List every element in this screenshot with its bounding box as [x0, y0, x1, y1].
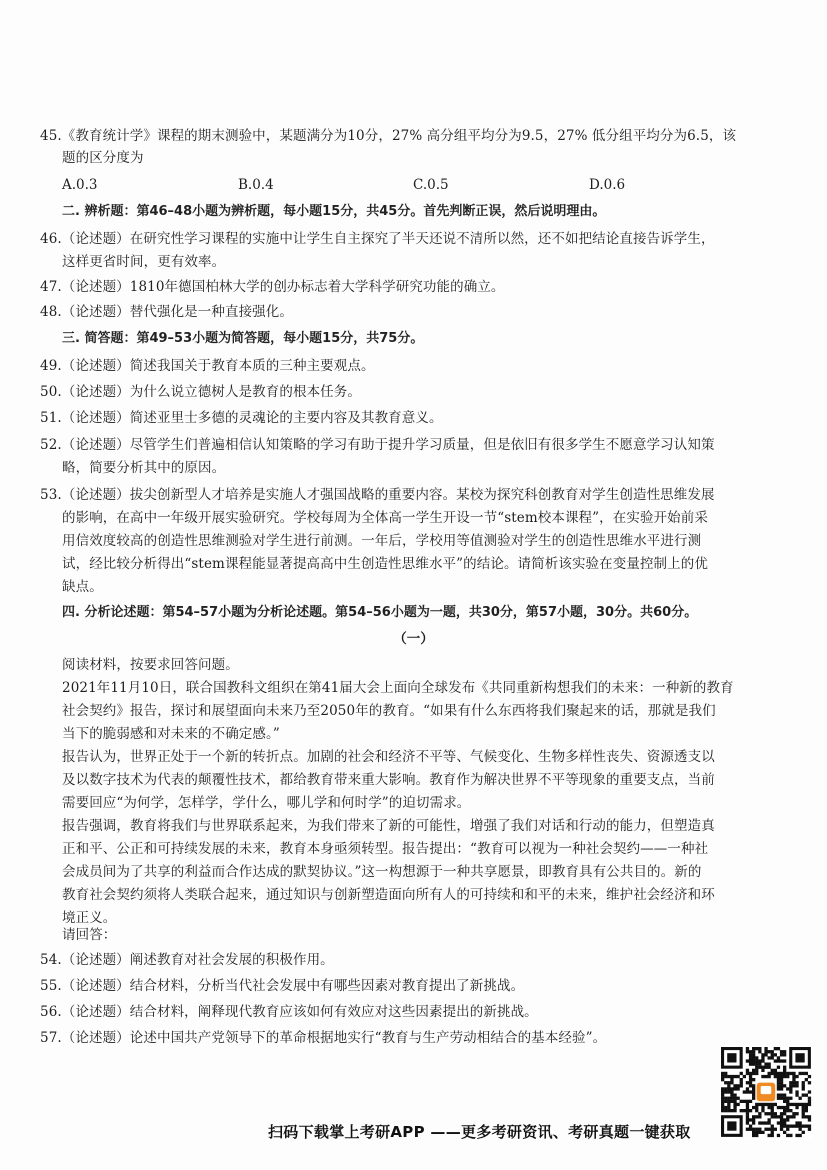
material-ask: 请回答： — [62, 927, 117, 943]
section-4-heading: 四. 分析论述题：第54–57小题为分析论述题。第54–56小题为一题，共30分，第57小题，30分。共60分。 — [62, 605, 698, 620]
q53-line1: 53.（论述题）拔尖创新型人才培养是实施人才强国战略的重要内容。某校为探究科创教育对学生创造性思维发展 — [40, 487, 715, 503]
section-2-heading: 二. 辨析题：第46–48小题为辨析题，每小题15分，共45分。首先判断正误，然后说明理由。 — [62, 204, 606, 219]
q45-option-a: A.0.3 — [62, 177, 98, 193]
q45-option-b: B.0.4 — [238, 177, 274, 193]
material-p2-line2: 及以数字技术为代表的颠覆性技术，都给教育带来重大影响。教育作为解决世界不平等现象的重要支点，当前 — [62, 772, 715, 788]
qr-code-image — [720, 1046, 812, 1140]
q53-line5: 缺点。 — [62, 579, 103, 595]
q53-line2: 的影响，在高中一年级开展实验研究。学校每周为全体高一学生开设一节“stem校本课程”，在实验开始前采 — [62, 510, 708, 526]
section-3-heading: 三. 简答题：第49–53小题为简答题，每小题15分，共75分。 — [62, 331, 424, 346]
material-p1-line2: 社会契约》报告，探讨和展望面向未来乃至2050年的教育。“如果有什么东西将我们聚起来的话，那就是我们 — [62, 703, 716, 719]
material-intro: 阅读材料，按要求回答问题。 — [62, 657, 239, 673]
q48: 48.（论述题）替代强化是一种直接强化。 — [40, 304, 293, 320]
q53-line3: 用信效度较高的创造性思维测验对学生进行前测。一年后，学校用等值测验对学生的创造性思维水平进行测 — [62, 533, 702, 549]
q46-line2: 这样更省时间，更有效率。 — [62, 254, 226, 270]
q53-line4: 试，经比较分析得出“stem课程能显著提高高中生创造性思维水平”的结论。请简析该实验在变量控制上的优 — [62, 556, 708, 572]
q54: 54.（论述题）阐述教育对社会发展的积极作用。 — [40, 952, 334, 968]
q49: 49.（论述题）简述我国关于教育本质的三种主要观点。 — [40, 358, 375, 374]
material-p3-line5: 境正义。 — [62, 910, 117, 926]
q45-line1: 45.《教育统计学》课程的期末测验中，某题满分为10分，27% 高分组平均分为9.5，27% 低分组平均分为6.5，该 — [40, 128, 737, 144]
q57: 57.（论述题）论述中国共产党领导下的革命根据地实行“教育与生产劳动相结合的基本经验”。 — [40, 1030, 607, 1046]
q45-option-c: C.0.5 — [413, 177, 449, 193]
material-p3-line4: 教育社会契约须将人类联合起来，通过知识与创新塑造面向所有人的可持续和和平的未来，维护社会经济和环 — [62, 887, 715, 903]
q51: 51.（论述题）简述亚里士多德的灵魂论的主要内容及其教育意义。 — [40, 410, 443, 426]
q46-line1: 46.（论述题）在研究性学习课程的实施中让学生自主探究了半天还说不清所以然，还不如把结论直接告诉学生， — [40, 231, 715, 247]
q47: 47.（论述题）1810年德国柏林大学的创办标志着大学科学研究功能的确立。 — [40, 279, 505, 295]
footer-promo: 扫码下载掌上考研APP ——更多考研资讯、考研真题一键获取 — [268, 1123, 691, 1141]
material-p1-line3: 当下的脆弱感和对未来的不确定感。” — [62, 726, 280, 742]
material-p3-line2: 正和平、公正和可持续发展的未来，教育本身亟须转型。报告提出：“教育可以视为一种社会契约——一种社 — [62, 841, 709, 857]
q56: 56.（论述题）结合材料，阐释现代教育应该如何有效应对这些因素提出的新挑战。 — [40, 1004, 538, 1020]
q55: 55.（论述题）结合材料，分析当代社会发展中有哪些因素对教育提出了新挑战。 — [40, 978, 525, 994]
material-p2-line3: 需要回应“为何学，怎样学，学什么，哪儿学和何时学”的迫切需求。 — [62, 795, 471, 811]
qr-code[interactable] — [720, 1046, 812, 1140]
q50: 50.（论述题）为什么说立德树人是教育的根本任务。 — [40, 384, 361, 400]
material-p3-line1: 报告强调，教育将我们与世界联系起来，为我们带来了新的可能性，增强了我们对话和行动的能力，但塑造真 — [62, 818, 715, 834]
q52-line2: 略，简要分析其中的原因。 — [62, 460, 226, 476]
q52-line1: 52.（论述题）尽管学生们普遍相信认知策略的学习有助于提升学习质量，但是依旧有很多学生不愿意学习认知策 — [40, 437, 715, 453]
material-p2-line1: 报告认为，世界正处于一个新的转折点。加剧的社会和经济不平等、气候变化、生物多样性丧失、资源透支以 — [62, 749, 715, 765]
material-p3-line3: 会成员间为了共享的利益而合作达成的默契协议。”这一构想源于一种共享愿景，即教育具有公共目的。新的 — [62, 864, 702, 880]
q45-line2: 题的区分度为 — [62, 150, 144, 166]
q45-option-d: D.0.6 — [589, 177, 626, 193]
part-label: （一） — [393, 631, 434, 647]
material-p1-line1: 2021年11月10日，联合国教科文组织在第41届大会上面向全球发布《共同重新构想我们的未来：一种新的教育 — [62, 680, 734, 696]
